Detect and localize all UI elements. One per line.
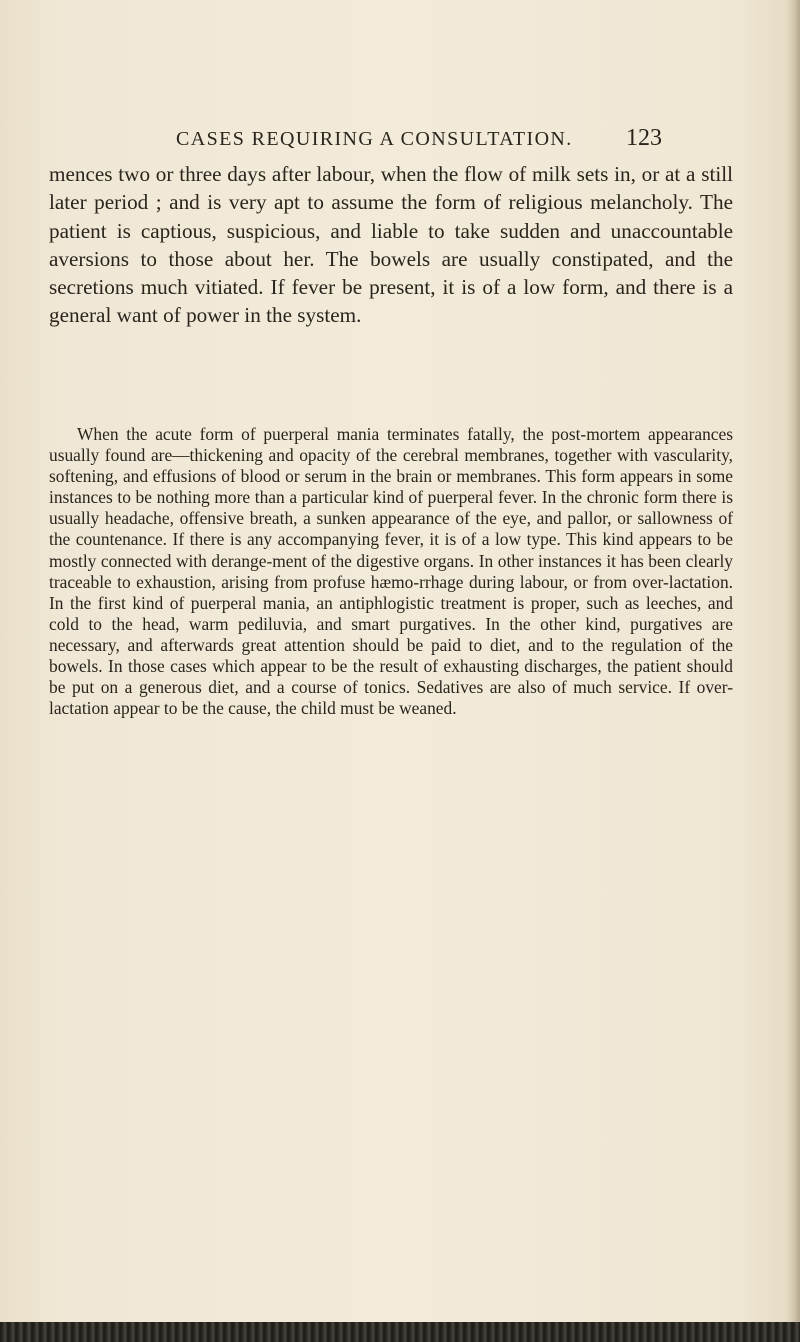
page-edge-shadow xyxy=(786,0,800,1342)
running-title: CASES REQUIRING A CONSULTATION. xyxy=(176,128,573,150)
page-number: 123 xyxy=(626,125,662,151)
running-head xyxy=(176,125,662,156)
page-bottom-edge xyxy=(0,1322,800,1342)
main-paragraph: mences two or three days after labour, when the flow of milk sets in, or at a still later period ; and is very apt to assume the form of religious melancholy. The patient is captious, suspicious, and liable to take sudden and unaccountable aversions to those about her. The bowels are usually constipated, and the secretions much vitiated. If fever be present, it is of a low form, and there is a general want of power in the system. xyxy=(49,162,733,328)
note-paragraph: When the acute form of puerperal mania terminates fatally, the post-mortem appearances usually found are—thickening and opacity of the cerebral membranes, together with vascularity, softening, and effusions of blood or serum in the brain or membranes. This form appears in some instances to be nothing more than a particular kind of puerperal fever. In the chronic form there is usually headache, offensive breath, a sunken appearance of the eye, and pallor, or sallowness of the countenance. If there is any accompanying fever, it is of a low type. This kind appears to be mostly connected with derange-ment of the digestive organs. In other instances it has been clearly traceable to exhaustion, arising from profuse hæmo-rrhage during labour, or from over-lactation. In the first kind of puerperal mania, an antiphlogistic treatment is proper, such as leeches, and cold to the head, warm pediluvia, and smart purgatives. In the other kind, purgatives are necessary, and afterwards great attention should be paid to diet, and to the regulation of the bowels. In those cases which appear to be the result of exhausting discharges, the patient should be put on a generous diet, and a course of tonics. Sedatives are also of much service. If over-lactation appear to be the cause, the child must be weaned. xyxy=(49,424,733,719)
